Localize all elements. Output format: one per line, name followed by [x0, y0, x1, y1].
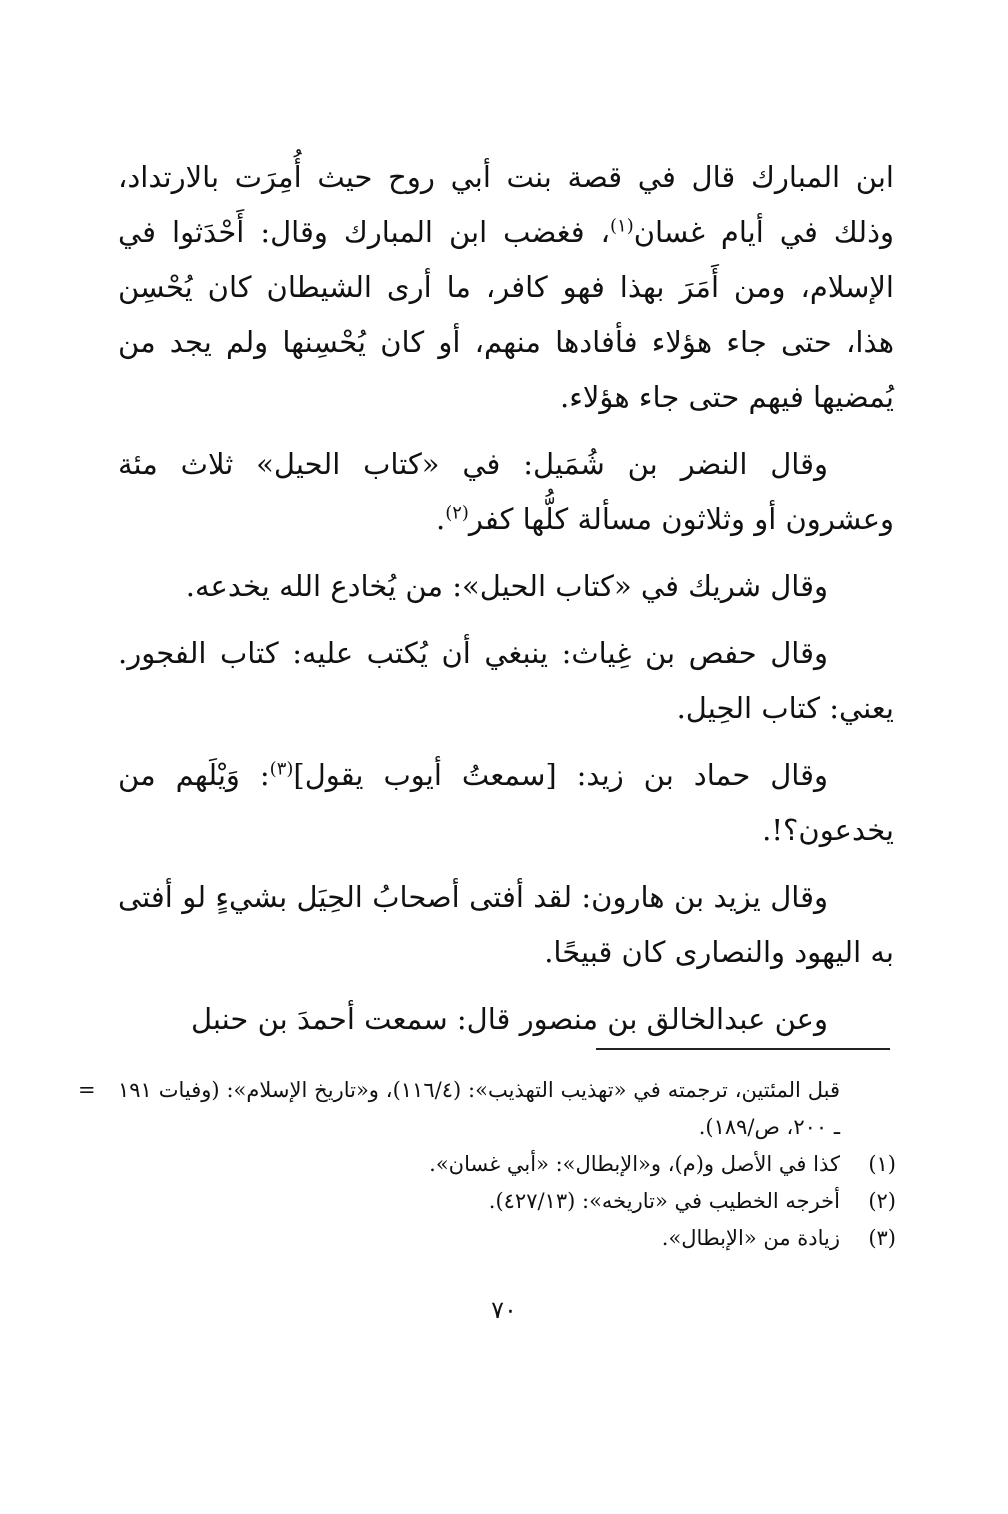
paragraph-2-text-a: وقال النضر بن شُمَيل: في «كتاب الحيل» ثلاث مئة وعشرون أو وثلاثون مسألة كلُّها كفر: [118, 447, 894, 536]
footnotes: [78, 1072, 896, 1257]
footnote-continuation-text: قبل المئتين، ترجمته في «تهذيب التهذيب»: (١١٦/٤)، و«تاريخ الإسلام»: (وفيات ١٩١ ـ ٢٠٠، ص/١٨٩).: [118, 1078, 840, 1139]
footnote-ref-2: (٢): [445, 502, 469, 524]
footnote-continuation: [78, 1072, 896, 1146]
footnote-separator: [596, 1048, 890, 1050]
page-number: ٧٠: [491, 1296, 517, 1324]
footnote-1: [118, 1146, 896, 1183]
continuation-mark: =: [78, 1078, 96, 1102]
paragraph-4: وقال حفص بن غِياث: ينبغي أن يُكتب عليه: كتاب الفجور. يعني: كتاب الحِيل.: [118, 636, 894, 725]
paragraph-3: وقال شريك في «كتاب الحيل»: من يُخادع الله يخدعه.: [185, 569, 828, 603]
paragraph-1-text-b: ، فغضب ابن المبارك وقال: أَحْدَثوا في الإسلام، ومن أَمَرَ بهذا فهو كافر، ما أرى الشيطان كان يُحْسِن هذا، حتى جاء هؤلاء فأفادها منهم، أو كان يُحْسِنها ولم يجد من يُمضيها فيهم حتى جاء هؤلاء.: [118, 215, 894, 414]
paragraph-2-text-b: .: [435, 502, 446, 536]
footnote-2: [118, 1183, 896, 1220]
paragraph-5: [118, 748, 894, 858]
footnote-number: (٣): [868, 1226, 896, 1250]
footnote-text: زيادة من «الإبطال».: [661, 1226, 840, 1250]
footnote-3: [118, 1220, 896, 1257]
paragraph-5-text-a: وقال حماد بن زيد: [سمعتُ أيوب يقول]: [293, 758, 828, 792]
paragraph-5-text-b: : وَيْلَهم من يخدعون؟!.: [118, 758, 894, 847]
paragraph-1-text-a: ابن المبارك قال في قصة بنت أبي روح حيث أُمِرَت بالارتداد، وذلك في أيام غسان: [118, 160, 894, 249]
footnote-number: (١): [868, 1152, 896, 1176]
footnote-number: (٢): [868, 1189, 896, 1213]
footnote-text: كذا في الأصل و(م)، و«الإبطال»: «أبي غسان».: [429, 1152, 840, 1176]
paragraph-1: [118, 150, 894, 425]
paragraph-7: وعن عبدالخالق بن منصور قال: سمعت أحمدَ بن حنبل: [190, 1002, 828, 1036]
footnote-text: أخرجه الخطيب في «تاريخه»: (٤٢٧/١٣).: [488, 1189, 840, 1213]
main-text: [118, 150, 894, 1047]
paragraph-6: وقال يزيد بن هارون: لقد أفتى أصحابُ الحِيَل بشيءٍ لو أفتى به اليهود والنصارى كان قبيحًا.: [118, 880, 894, 969]
footnote-ref-1: (١): [609, 215, 634, 237]
paragraph-2: [118, 437, 894, 547]
footnote-ref-3: (٣): [269, 758, 294, 780]
